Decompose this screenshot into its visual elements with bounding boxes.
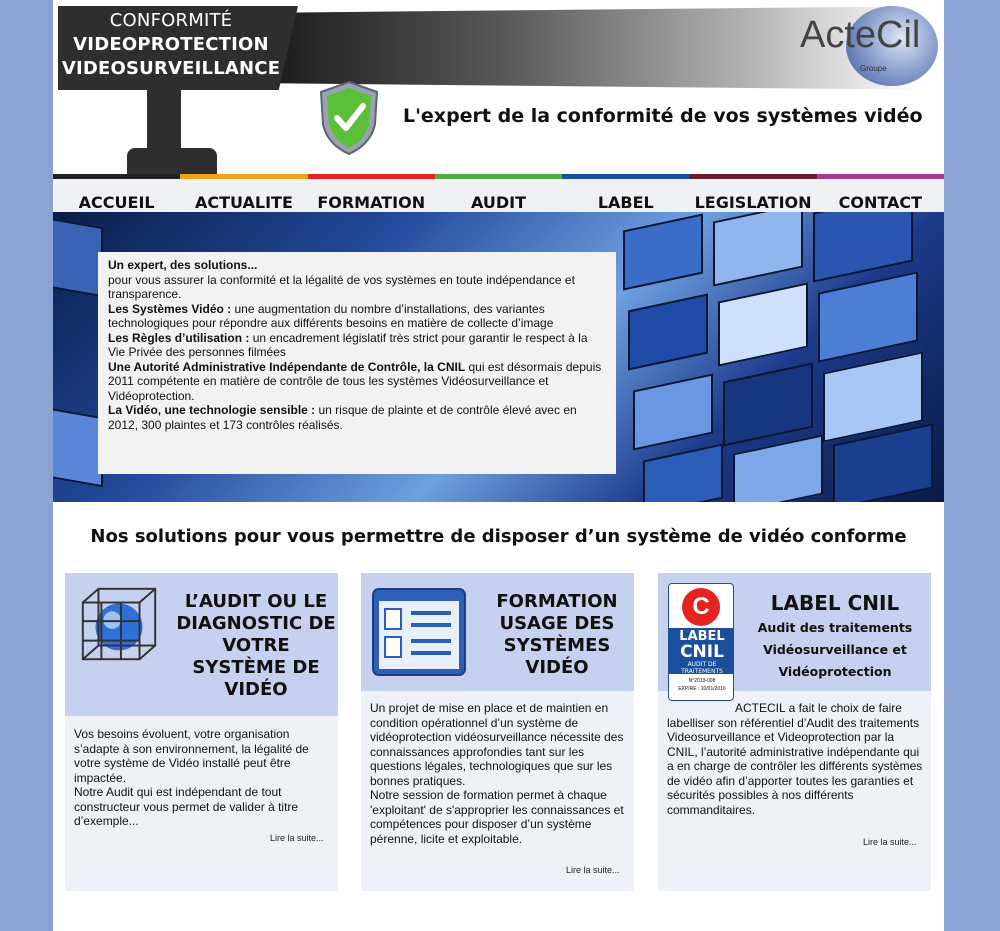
banner-screen xyxy=(818,271,918,362)
main-nav xyxy=(53,174,944,212)
intro-paragraph-systemes xyxy=(108,302,606,331)
card-label-read-more[interactable]: Lire la suite... xyxy=(863,837,917,847)
card-label-subtitle-1: Audit des traitements xyxy=(757,620,913,635)
banner-screen xyxy=(623,213,703,290)
logo-subtext: Groupe xyxy=(860,64,887,73)
intro-text: un risque de plainte et de contrôle élevé avec en 2012, 300 plaintes et 173 contrôles réalisés. xyxy=(108,403,577,432)
card-label-text: ACTECIL a fait le choix de faire labelliser son référentiel d’Audit des traitements Videosurveillance et Videoprotection par la CNIL, l’autorité administrative indépendante qui a en charge de contrôler les différents systèmes de vidéo afin d’apporter toutes les garanties et sécurités possibles à nos différents commanditaires. xyxy=(667,701,923,817)
badge-traitements: TRAITEMENTS xyxy=(681,668,723,675)
tagline: L'expert de la conformité de vos systèmes vidéo xyxy=(403,105,923,127)
cube-globe-icon xyxy=(75,581,163,669)
camera-stem xyxy=(147,88,181,150)
shield-check-icon xyxy=(317,80,381,156)
banner-screen xyxy=(723,362,813,446)
nav-legislation-label: LEGISLATION xyxy=(694,193,812,212)
cnil-c-icon: C xyxy=(682,588,720,626)
card-label-title: LABEL CNIL xyxy=(770,591,900,615)
intro-text: une augmentation du nombre d’installations, des variantes technologiques pour répondre aux différents besoins en matière de collecte d’image xyxy=(108,301,554,330)
intro-text-box xyxy=(98,252,616,474)
card-audit-read-more[interactable]: Lire la suite... xyxy=(270,833,324,843)
nav-accueil[interactable] xyxy=(53,174,180,212)
nav-label-label: LABEL xyxy=(597,193,654,212)
hero-banner xyxy=(53,212,944,502)
banner-screen xyxy=(53,217,103,298)
banner-screen xyxy=(813,212,913,283)
badge-number: N°2013-008 xyxy=(688,678,716,684)
card-formation-text: Un projet de mise en place et de maintien en condition opérationnel d’un système de vidéoprotection vidéosurveillance nécessite des connaissances approfondies tant sur les questions légales, technologiques que sur les bonnes pratiques. Notre session de formation permet à chaque 'exploitant' de s'approprier les connaissances et compétences pour disposer d’un système pérenne, licite et exploitable. xyxy=(370,701,624,846)
nav-accueil-label: ACCUEIL xyxy=(78,193,155,212)
label-cnil-badge xyxy=(668,583,734,701)
nav-formation-label: FORMATION xyxy=(317,193,426,212)
nav-actualite[interactable] xyxy=(180,174,307,212)
nav-formation[interactable] xyxy=(308,174,435,212)
intro-bold: Une Autorité Administrative Indépendante de Contrôle, la CNIL xyxy=(108,359,466,374)
banner-screen xyxy=(633,373,713,450)
banner-screen xyxy=(643,443,723,502)
banner-screen xyxy=(718,282,808,366)
nav-contact-label: CONTACT xyxy=(838,193,923,212)
logo-text: ActeCil xyxy=(800,14,921,56)
card-formation-read-more[interactable]: Lire la suite... xyxy=(566,865,620,875)
banner-screen xyxy=(713,212,803,287)
card-audit-title: L’AUDIT OU LE DIAGNOSTIC DE VOTRE SYSTÈME DE VIDÉO xyxy=(176,591,336,700)
intro-text: un encadrement législatif très strict pour garantir le respect à la Vie Privée des personnes filmées xyxy=(108,330,588,359)
nav-legislation[interactable] xyxy=(689,174,816,212)
badge-expire: EXPIRE : 10/01/2016 xyxy=(678,686,726,692)
card-label-subtitle-2: Vidéosurveillance et xyxy=(763,642,907,657)
nav-actualite-label: ACTUALITE xyxy=(194,193,293,212)
header-line-3: VIDEOSURVEILLANCE xyxy=(61,58,281,79)
page xyxy=(53,0,944,931)
card-audit xyxy=(65,573,338,891)
nav-audit[interactable] xyxy=(435,174,562,212)
banner-screen xyxy=(628,293,708,370)
nav-audit-label: AUDIT xyxy=(470,193,526,212)
camera-base xyxy=(127,148,217,176)
window-form-icon xyxy=(371,585,467,681)
card-label xyxy=(658,573,931,891)
card-audit-text: Vos besoins évoluent, votre organisation s’adapte à son environnement, la légalité de votre système de Vidéo installé peut être impactée. Notre Audit qui est indépendant de tout constructeur vous permet de valider à titre d’exemple... xyxy=(74,727,309,828)
intro-bold: Les Systèmes Vidéo : xyxy=(108,301,232,316)
section-title: Nos solutions pour vous permettre de disposer d’un système de vidéo conforme xyxy=(90,526,907,547)
badge-cnil: CNIL xyxy=(680,642,724,662)
actecil-logo[interactable] xyxy=(798,6,938,84)
header-line-2: VIDEOPROTECTION xyxy=(73,34,269,55)
nav-label[interactable] xyxy=(562,174,689,212)
card-label-subtitle-3: Vidéoprotection xyxy=(778,664,892,679)
nav-contact[interactable] xyxy=(817,174,944,212)
card-formation xyxy=(361,573,634,891)
header-line-1: CONFORMITÉ xyxy=(109,10,233,31)
intro-text: qui est désormais depuis 2011 compétente en matière de contrôle de tous les systèmes Vidéosurveillance et Vidéoprotection. xyxy=(108,359,602,403)
intro-text: pour vous assurer la conformité et la légalité de vos systèmes en toute indépendance et transparence. xyxy=(108,272,575,301)
intro-paragraph-regles xyxy=(108,331,606,360)
badge-label: LABEL xyxy=(679,629,725,644)
intro-bold: La Vidéo, une technologie sensible : xyxy=(108,403,316,417)
banner-screen xyxy=(733,434,823,502)
badge-band xyxy=(669,628,734,674)
card-formation-title: FORMATION USAGE DES SYSTÈMES VIDÉO xyxy=(496,591,618,678)
badge-audit: AUDIT DE xyxy=(687,661,717,668)
intro-paragraph-cnil xyxy=(108,360,606,404)
intro-paragraph-video xyxy=(108,403,606,432)
intro-heading: Un expert, des solutions... xyxy=(108,258,258,272)
intro-bold: Les Règles d’utilisation : xyxy=(108,330,250,345)
banner-screen xyxy=(53,407,103,488)
